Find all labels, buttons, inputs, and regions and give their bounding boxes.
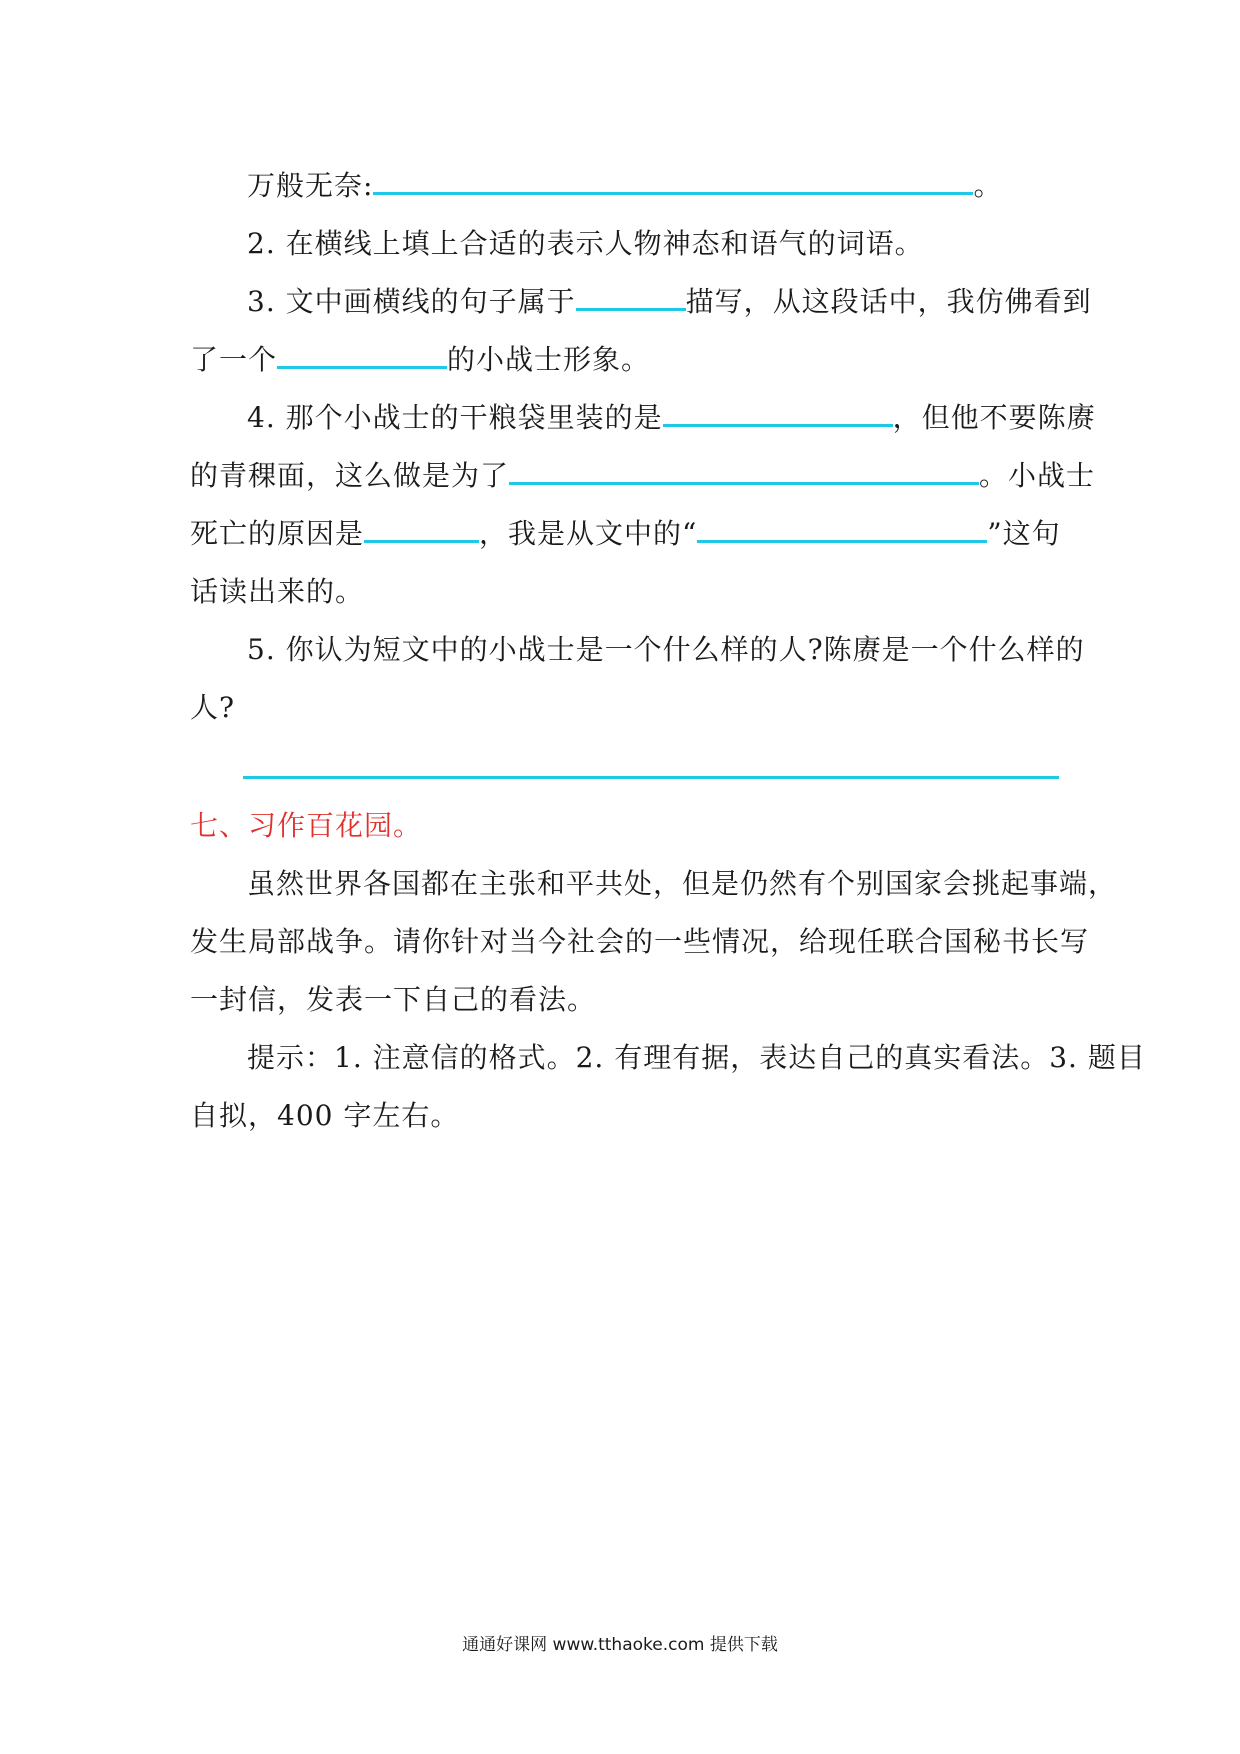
q4-line4: 话读出来的。 — [190, 575, 365, 608]
q4-text-part4: 。小战士 — [979, 459, 1096, 492]
page-footer: 通通好课网 www.tthaoke.com 提供下载 — [462, 1635, 778, 1655]
q3-text-part4: 的小战士形象。 — [447, 343, 651, 376]
q4-line3 — [190, 514, 1061, 554]
section-7-hint-line2: 自拟，400 字左右。 — [190, 1099, 460, 1132]
section-7-paragraph-line3: 一封信，发表一下自己的看法。 — [190, 983, 597, 1016]
section-7-heading: 七、习作百花园。 — [190, 809, 423, 842]
q1-answer-blank[interactable] — [373, 166, 973, 195]
q4-text-part7: ”这句 — [987, 517, 1061, 550]
q4-blank-death-cause[interactable] — [364, 514, 479, 543]
q4-blank-quoted-sentence[interactable] — [697, 514, 987, 543]
q2-question: 2. 在横线上填上合适的表示人物神态和语气的词语。 — [247, 227, 924, 260]
q1-label: 万般无奈: — [247, 169, 374, 202]
q4-blank-purpose[interactable] — [509, 456, 979, 485]
q1-tail-line — [247, 166, 1002, 206]
q5-answer-blank[interactable] — [243, 776, 1059, 779]
q4-text-part6: ，我是从文中的“ — [479, 517, 698, 550]
q5-line2: 人? — [190, 691, 236, 724]
q5-line1: 5. 你认为短文中的小战士是一个什么样的人?陈赓是一个什么样的 — [247, 633, 1085, 666]
q3-line2 — [190, 340, 650, 380]
q4-text-part1: 4. 那个小战士的干粮袋里装的是 — [247, 401, 663, 434]
q4-text-part3: 的青稞面，这么做是为了 — [190, 459, 510, 492]
q3-blank-soldier-image[interactable] — [277, 340, 447, 369]
q4-text-part2: ，但他不要陈赓 — [892, 401, 1096, 434]
section-7-paragraph-line1: 虽然世界各国都在主张和平共处，但是仍然有个别国家会挑起事端， — [247, 867, 1118, 900]
q4-line2 — [190, 456, 1095, 496]
q3-line1 — [247, 282, 1092, 322]
q4-blank-bag-contents[interactable] — [663, 398, 893, 427]
section-7-hint-line1: 提示：1. 注意信的格式。2. 有理有据，表达自己的真实看法。3. 题目 — [247, 1041, 1146, 1074]
q4-line1 — [247, 398, 1096, 438]
q3-text-part3: 了一个 — [190, 343, 278, 376]
q4-text-part5: 死亡的原因是 — [190, 517, 365, 550]
q1-end: 。 — [973, 169, 1003, 202]
q3-text-part1: 3. 文中画横线的句子属于 — [247, 285, 576, 318]
section-7-paragraph-line2: 发生局部战争。请你针对当今社会的一些情况，给现任联合国秘书长写 — [190, 925, 1090, 958]
q3-text-part2: 描写，从这段话中，我仿佛看到 — [685, 285, 1092, 318]
q3-blank-description-type[interactable] — [576, 282, 686, 311]
